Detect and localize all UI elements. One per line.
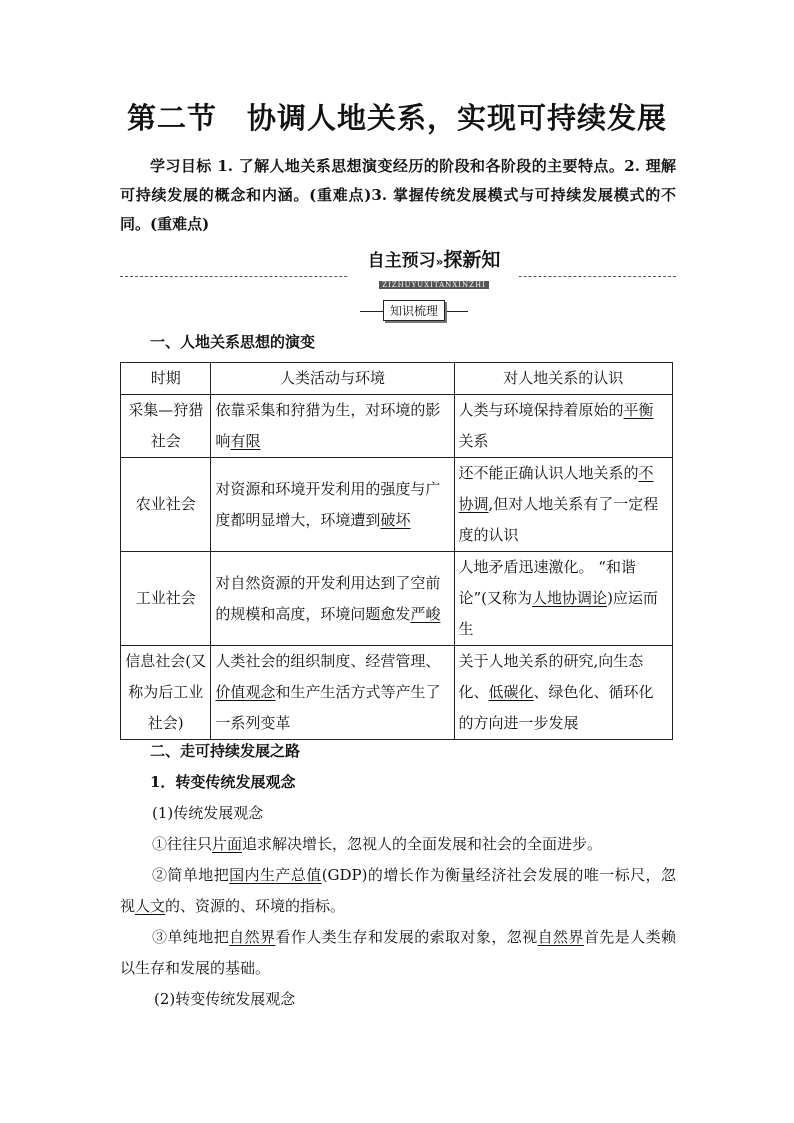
period-cell: 采集—狩猎社会 <box>121 395 211 458</box>
section2-heading: 二、走可持续发展之路 <box>150 742 301 760</box>
learning-objectives: 学习目标 1. 了解人地关系思想演变经历的阶段和各阶段的主要特点。2. 理解可持续发展的概念和内涵。(重难点)3. 掌握传统发展模式与可持续发展模式的不同。(重难点) <box>120 157 676 233</box>
subsection-heading: 1．转变传统发展观念 <box>150 773 296 791</box>
page-title: 第二节 协调人地关系，实现可持续发展 <box>126 101 667 135</box>
period-cell: 农业社会 <box>121 458 211 552</box>
activity-cell: 依靠采集和狩猎为生，对环境的影响有限 <box>211 395 454 458</box>
table-header: 对人地关系的认识 <box>454 363 672 395</box>
table-header: 时期 <box>121 363 211 395</box>
banner-arrow-icon: » <box>435 255 444 269</box>
banner-part2: 探新知 <box>443 249 501 271</box>
view-cell: 关于人地关系的研究,向生态化、低碳化、绿色化、循环化的方向进一步发展 <box>454 646 672 740</box>
banner-part1: 自主预习 <box>367 251 436 271</box>
subsection-title: (2)转变传统发展观念 <box>154 990 296 1008</box>
paragraph: ③单纯地把自然界看作人类生存和发展的索取对象，忽视自然界首先是人类赖以生存和发展的基础。 <box>120 928 676 977</box>
view-cell: 人地矛盾迅速激化。 “和谐论”(又称为人地协调论)应运而生 <box>454 552 672 646</box>
table-header-row <box>121 363 673 395</box>
evolution-table <box>120 362 673 740</box>
paragraph: ②简单地把国内生产总值(GDP)的增长作为衡量经济社会发展的唯一标尺，忽视人文的、资源的、环境的指标。 <box>120 866 676 915</box>
section-banner <box>120 246 676 289</box>
banner-pinyin: ZIZHUYUXITANXINZHI <box>379 281 489 289</box>
banner-box <box>349 249 519 289</box>
subsection-title: (1)传统发展观念 <box>152 804 264 822</box>
table-row <box>121 458 673 552</box>
activity-cell: 对自然资源的开发利用达到了空前的规模和高度，环境问题愈发严峻 <box>211 552 454 646</box>
table-row <box>121 552 673 646</box>
knowledge-tag <box>360 300 468 322</box>
table-row <box>121 395 673 458</box>
section1-heading: 一、人地关系思想的演变 <box>150 333 316 351</box>
activity-cell: 人类社会的组织制度、经营管理、价值观念和生产生活方式等产生了一系列变革 <box>211 646 454 740</box>
period-cell: 工业社会 <box>121 552 211 646</box>
paragraph: ①往往只片面追求解决增长，忽视人的全面发展和社会的全面进步。 <box>152 835 603 853</box>
view-cell: 还不能正确认识人地关系的不协调,但对人地关系有了一定程度的认识 <box>454 458 672 552</box>
period-cell: 信息社会(又称为后工业社会) <box>121 646 211 740</box>
table-header: 人类活动与环境 <box>211 363 454 395</box>
table-row <box>121 646 673 740</box>
activity-cell: 对资源和环境开发利用的强度与广度都明显增大，环境遭到破坏 <box>211 458 454 552</box>
tag-label: 知识梳理 <box>383 300 445 321</box>
view-cell: 人类与环境保持着原始的平衡关系 <box>454 395 672 458</box>
